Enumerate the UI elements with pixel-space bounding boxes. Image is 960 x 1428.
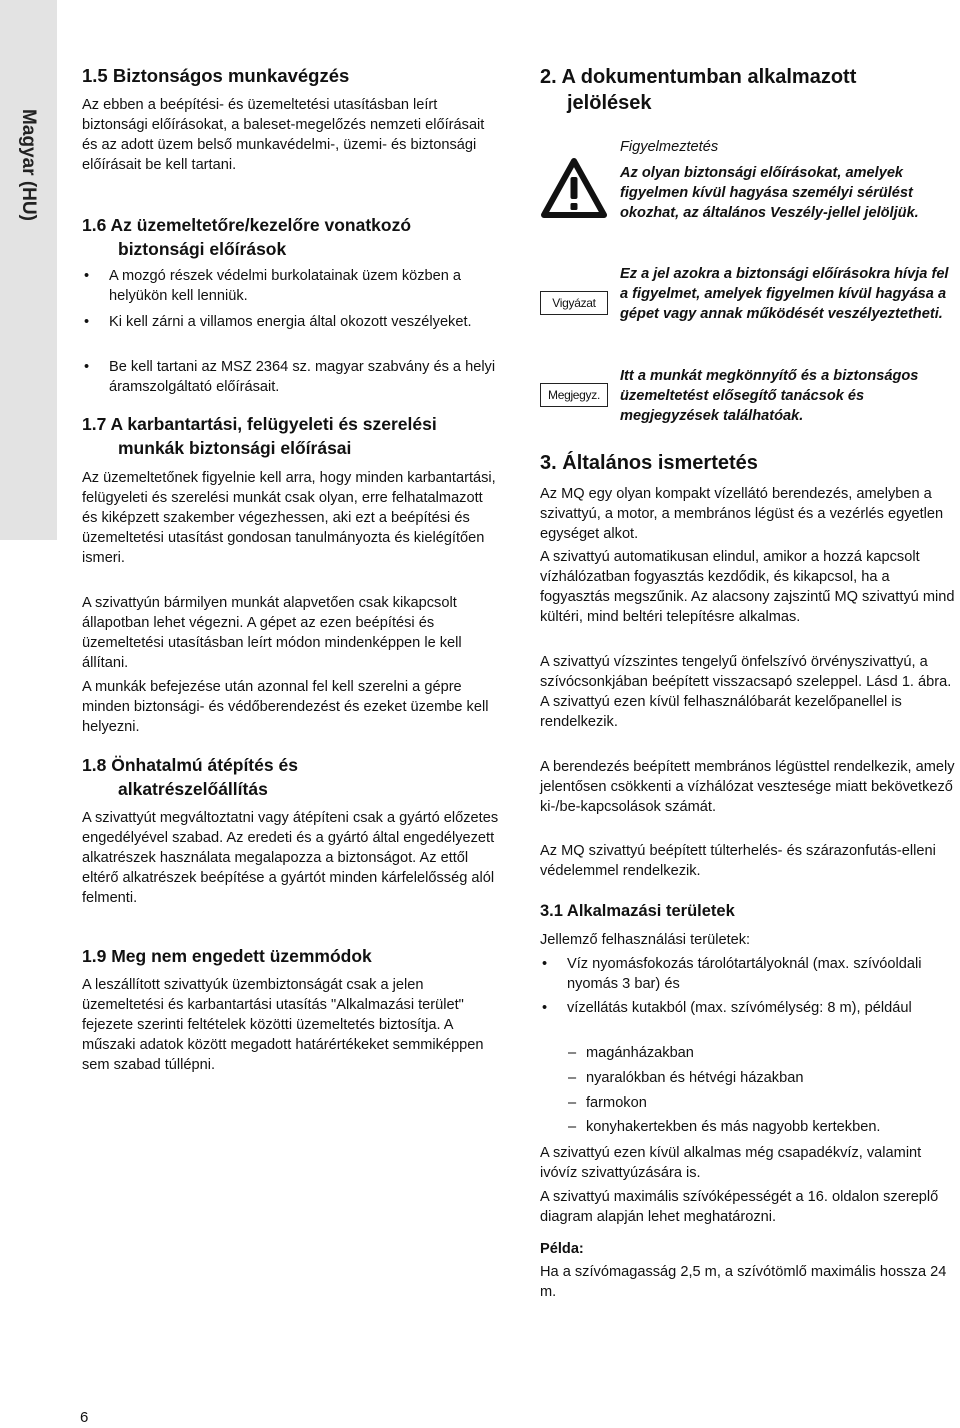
sub-list-item: [568, 1117, 960, 1137]
caution-text: Ez a jel azokra a biztonsági előírásokra hívja fel a figyelmet, amelyek figyelmen kívül hagyása a gépet vagy annak működését veszélyeztetheti.: [620, 266, 949, 322]
paragraph: A munkák befejezése után azonnal fel kell szerelni a gépre minden biztonsági- és védőberendezést és ezeket üzembe kell helyezni.: [82, 679, 489, 735]
section-number: 2.: [540, 66, 557, 88]
section-1-9-heading: [82, 944, 500, 968]
paragraph: A szivattyú maximális szívóképességét a 16. oldalon szereplő diagram alapján lehet meghatározni.: [540, 1189, 939, 1225]
section-title: Biztonságos munkavégzés: [112, 65, 350, 86]
sub-list-item: [568, 1068, 960, 1088]
paragraph: A leszállított szivattyúk üzembiztonságát csak a jelen üzemeltetési és karbantartási utasítás "Alkalmazási terület" fejezete szerinti feltételek közötti üzemeltetés biztosítja. A műszaki adatok között megadott határértékeket semmiképpen sem szabad túllépni.: [82, 977, 484, 1073]
section-1-6-heading: [82, 213, 500, 261]
section-2-heading: [540, 64, 960, 116]
list-item-text: A mozgó részek védelmi burkolatainak üzem közben a helyükön kell lenniük.: [109, 268, 462, 304]
section-title: Alkalmazási területek: [566, 902, 735, 920]
list-item: [540, 998, 960, 1018]
list-item: [82, 312, 500, 332]
section-title-line2: munkák biztonsági előírásai: [118, 438, 352, 458]
section-title: Meg nem engedett üzemmódok: [111, 946, 372, 966]
language-side-tab: [0, 0, 57, 540]
section-number: 1.5: [82, 65, 108, 86]
bullet-icon: •: [542, 956, 548, 972]
section-1-5-heading: [82, 63, 500, 88]
paragraph: Ha a szívómagasság 2,5 m, a szívótömlő maximális hossza 24 m.: [540, 1264, 947, 1300]
section-number: 1.6: [82, 215, 107, 235]
list-item-text: Be kell tartani az MSZ 2364 sz. magyar szabvány és a helyi áramszolgáltató előírásait.: [109, 359, 496, 395]
caution-badge: Vigyázat: [540, 291, 608, 315]
warning-title: Figyelmeztetés: [620, 139, 719, 155]
bullet-icon: •: [84, 268, 90, 284]
paragraph: A berendezés beépített membrános légüsttel rendelkezik, amely jelentősen csökkenti a vízhálózat vesztesége miatt bekövetkező ki-/be-kapcsolások számát.: [540, 759, 955, 815]
section-number: 1.9: [82, 946, 107, 966]
dash-icon: –: [568, 1045, 577, 1061]
list-item-text: Víz nyomásfokozás tárolótartályoknál (max. szívóoldali nyomás 3 bar) és: [567, 956, 922, 992]
paragraph: A szivattyú ezen kívül alkalmas még csapadékvíz, valamint ivóvíz szivattyúzására is.: [540, 1145, 922, 1181]
language-label: Magyar (HU): [18, 109, 39, 221]
section-title-line1: Az üzemeltetőre/kezelőre vonatkozó: [110, 215, 412, 235]
example-label: Példa:: [540, 1241, 584, 1257]
sub-list-item-text: magánházakban: [586, 1045, 694, 1061]
section-3-1-heading: [540, 900, 960, 922]
sub-list-item-text: farmokon: [586, 1095, 647, 1111]
paragraph: A szivattyú vízszintes tengelyű önfelszívó örvényszivattyú, a szívócsonkjában beépített visszacsapó szeleppel. Lásd 1. ábra. A szivattyú ezen kívül felhasználóbarát kezelőpanellel is rendelkezik.: [540, 654, 952, 730]
section-title-line1: A dokumentumban alkalmazott: [561, 66, 857, 88]
sub-list-item-text: nyaralókban és hétvégi házakban: [586, 1070, 804, 1086]
section-title: Általános ismertetés: [562, 452, 758, 474]
section-title-line1: Önhatalmú átépítés és: [111, 755, 298, 775]
section-number: 1.7: [82, 414, 107, 434]
warning-text: Az olyan biztonsági előírásokat, amelyek figyelmen kívül hagyása személyi sérülést okozhat, az általános Veszély-jellel jelöljük.: [620, 165, 919, 221]
bullet-icon: •: [84, 314, 90, 330]
sub-list-item: [568, 1043, 960, 1063]
paragraph: Az MQ egy olyan kompakt vízellátó berendezés, amelyben a szivattyú, a motor, a membrános légüst és a vezérlés egyetlen egységet alkot.: [540, 486, 944, 542]
note-badge: Megjegyz.: [540, 383, 608, 407]
section-title-line2: alkatrészelőállítás: [118, 779, 268, 799]
section-number: 3.: [540, 452, 557, 474]
warning-triangle-icon: [540, 157, 608, 219]
sub-list-item-text: konyhakertekben és más nagyobb kertekben.: [586, 1119, 881, 1135]
paragraph: Az üzemeltetőnek figyelnie kell arra, hogy minden karbantartási, felügyeleti és szerelési munkát csak olyan, erre felhatalmazott és kiképzett szakember végezhessen, aki ezt a beépítési és üzemeltetési utasítást gondosan tanulmányozta és kielégítően ismeri.: [82, 470, 496, 566]
list-item: [540, 954, 960, 994]
paragraph: A szivattyún bármilyen munkát alapvetően csak kikapcsolt állapotban lehet végezni. A gépet az ezen beépítési és üzemeltetési utasításban leírt módon mindenképpen le kell állítani.: [82, 595, 462, 671]
list-item: [82, 266, 500, 306]
paragraph: Jellemző felhasználási területek:: [540, 932, 751, 948]
page-number: 6: [80, 1409, 89, 1426]
dash-icon: –: [568, 1095, 577, 1111]
list-item-text: Ki kell zárni a villamos energia által okozott veszélyeket.: [109, 314, 472, 330]
bullet-icon: •: [542, 1000, 548, 1016]
section-1-8-heading: [82, 753, 500, 801]
bullet-icon: •: [84, 359, 90, 375]
section-title-line2: jelölések: [567, 92, 652, 114]
paragraph: Az MQ szivattyú beépített túlterhelés- és szárazonfutás-elleni védelemmel rendelkezik.: [540, 843, 936, 879]
section-1-7-heading: [82, 412, 500, 460]
paragraph: A szivattyú automatikusan elindul, amikor a hozzá kapcsolt vízhálózatban fogyasztás kezdődik, és kikapcsol, ha a fogyasztás megszűnik. Az alacsony zajszintű MQ szivattyú mind kültéri, mind beltéri telepítésre alkalmas.: [540, 549, 955, 625]
note-text: Itt a munkát megkönnyítő és a biztonságos üzemeltetést elősegítő tanácsok és megjegyzések találhatóak.: [620, 368, 919, 424]
section-title-line1: A karbantartási, felügyeleti és szerelési: [110, 414, 437, 434]
section-number: 3.1: [540, 902, 563, 920]
dash-icon: –: [568, 1119, 577, 1135]
sub-list-item: [568, 1093, 960, 1113]
section-3-heading: [540, 450, 960, 476]
paragraph: Az ebben a beépítési- és üzemeltetési utasításban leírt biztonsági előírásokat, a baleset-megelőzés nemzeti előírásait és az adott üzem belső munkavédelmi-, üzemi- és biztonsági előírásait be kell tartani.: [82, 97, 485, 173]
paragraph: A szivattyút megváltoztatni vagy átépíteni csak a gyártó előzetes engedélyével szabad. Az eredeti és a gyártó által engedélyezett alkatrészek használata megalapozza a biztonságot. Az ettől eltérő alkatrészek beépítése a gyártót minden kárfelelősség alól felmenti.: [82, 810, 499, 906]
list-item-text: vízellátás kutakból (max. szívómélység: 8 m), például: [567, 1000, 912, 1016]
dash-icon: –: [568, 1070, 577, 1086]
section-number: 1.8: [82, 755, 107, 775]
list-item: [82, 357, 500, 397]
section-title-line2: biztonsági előírások: [118, 239, 287, 259]
